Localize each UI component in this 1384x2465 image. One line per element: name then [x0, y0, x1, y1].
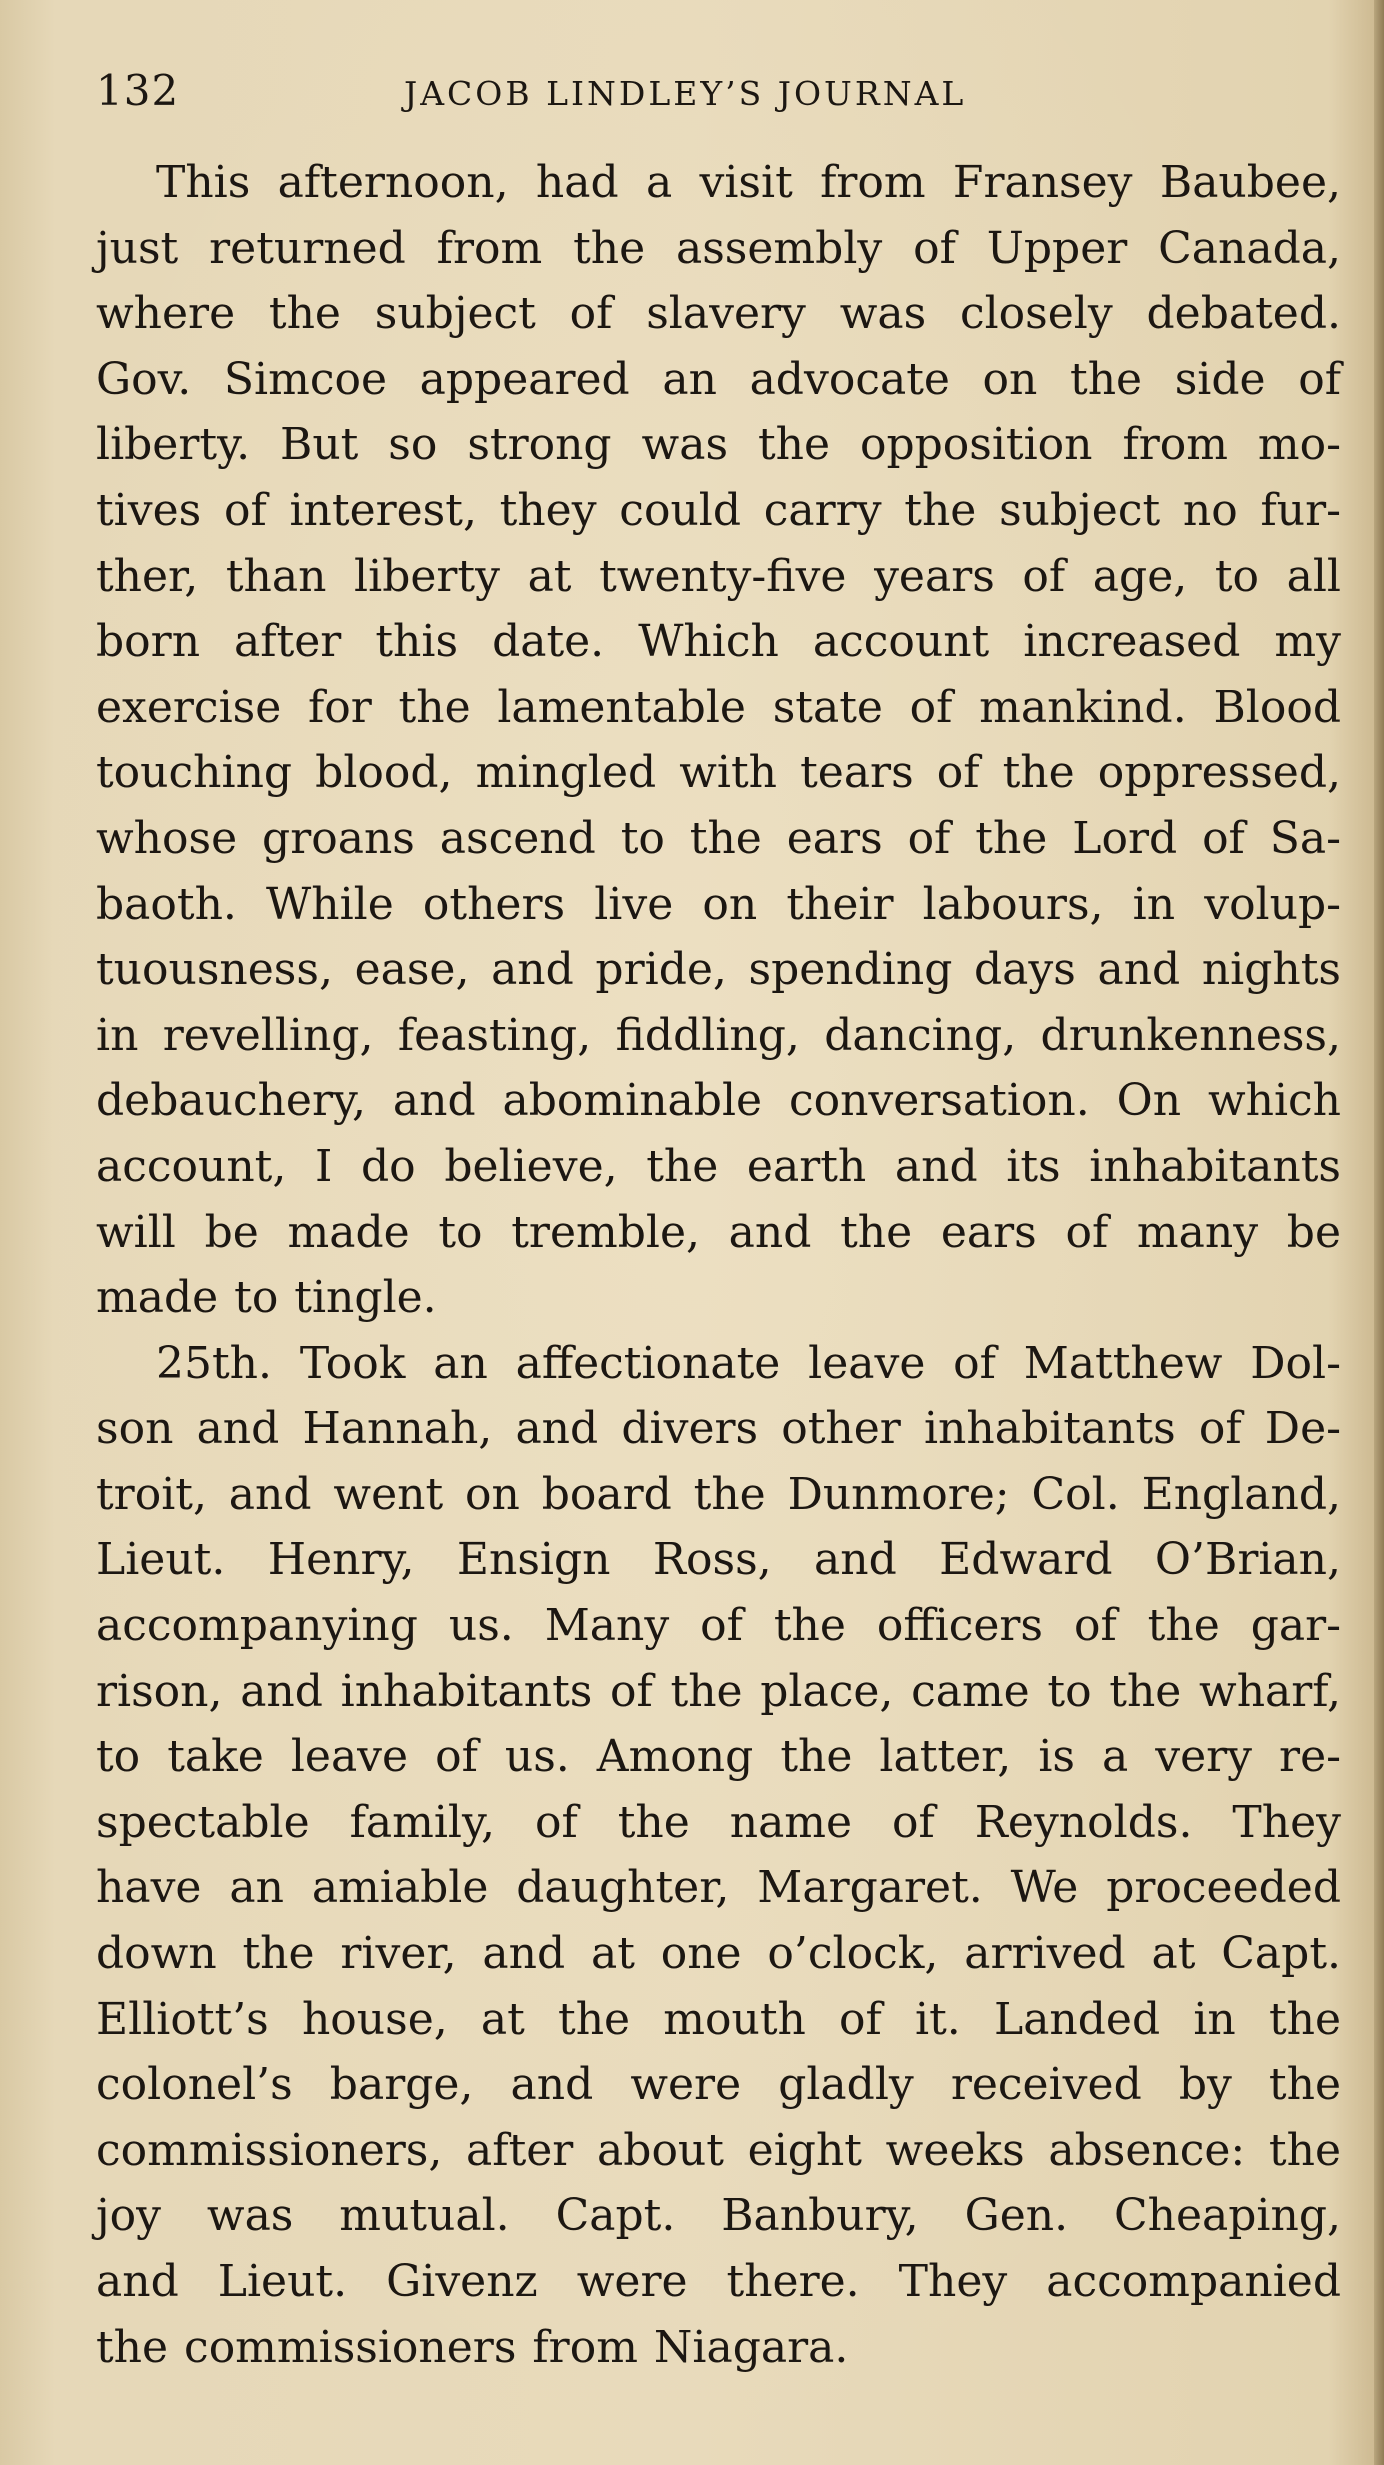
text-line: where the subject of slavery was closely debated. — [96, 288, 1341, 340]
text-line: son and Hannah, and divers other inhabitants of De- — [96, 1403, 1341, 1455]
text-line: will be made to tremble, and the ears of many be — [96, 1206, 1341, 1258]
text-line: spectable family, of the name of Reynolds. They — [96, 1796, 1341, 1848]
page-header — [96, 66, 1296, 126]
text-line: This afternoon, had a visit from Fransey Baubee, — [156, 157, 1341, 208]
text-line: accompanying us. Many of the officers of the gar- — [96, 1600, 1341, 1652]
page-edge — [1374, 0, 1384, 2465]
text-line: rison, and inhabitants of the place, came to the wharf, — [96, 1665, 1341, 1717]
text-line: troit, and went on board the Dunmore; Col. England, — [96, 1468, 1341, 1520]
text-line: Gov. Simcoe appeared an advocate on the side of — [96, 353, 1341, 405]
text-line: have an amiable daughter, Margaret. We proceeded — [96, 1862, 1341, 1914]
text-line: liberty. But so strong was the opposition from mo- — [96, 419, 1341, 471]
text-line: to take leave of us. Among the latter, is a very re- — [96, 1731, 1341, 1783]
text-line: made to tingle. — [96, 1272, 437, 1324]
text-line: exercise for the lamentable state of mankind. Blood — [96, 681, 1341, 733]
text-line: colonel’s barge, and were gladly received by the — [96, 2059, 1341, 2111]
text-line: Lieut. Henry, Ensign Ross, and Edward O’Brian, — [96, 1534, 1341, 1586]
text-line: born after this date. Which account increased my — [96, 616, 1341, 668]
text-line: in revelling, feasting, fiddling, dancing, drunkenness, — [96, 1009, 1341, 1061]
running-head: JACOB LINDLEY’S JOURNAL — [404, 74, 967, 113]
text-line: touching blood, mingled with tears of the oppressed, — [96, 747, 1341, 799]
text-line: just returned from the assembly of Upper Canada, — [96, 222, 1341, 274]
paragraph-1 — [96, 150, 1341, 1331]
text-line: the commissioners from Niagara. — [96, 2321, 849, 2373]
text-line: joy was mutual. Capt. Banbury, Gen. Cheaping, — [96, 2190, 1341, 2242]
text-line: account, I do believe, the earth and its inhabitants — [96, 1140, 1341, 1192]
page-number: 132 — [96, 66, 180, 115]
text-line: and Lieut. Givenz were there. They accompanied — [96, 2256, 1341, 2307]
text-line: commissioners, after about eight weeks absence: the — [96, 2124, 1341, 2176]
paragraph-2 — [96, 1331, 1341, 2381]
text-line: tives of interest, they could carry the subject no fur- — [96, 484, 1341, 536]
text-line: Elliott’s house, at the mouth of it. Landed in the — [96, 1993, 1341, 2045]
text-line: whose groans ascend to the ears of the Lord of Sa- — [96, 812, 1341, 864]
text-line: down the river, and at one o’clock, arrived at Capt. — [96, 1928, 1341, 1980]
text-line: debauchery, and abominable conversation. On which — [96, 1075, 1341, 1127]
text-line: 25th. Took an affectionate leave of Matthew Dol- — [156, 1337, 1341, 1389]
text-line: tuousness, ease, and pride, spending days and nights — [96, 944, 1341, 996]
body-text — [96, 150, 1341, 2380]
text-line: ther, than liberty at twenty-five years of age, to all — [96, 550, 1341, 602]
text-line: baoth. While others live on their labours, in volup- — [96, 878, 1341, 930]
